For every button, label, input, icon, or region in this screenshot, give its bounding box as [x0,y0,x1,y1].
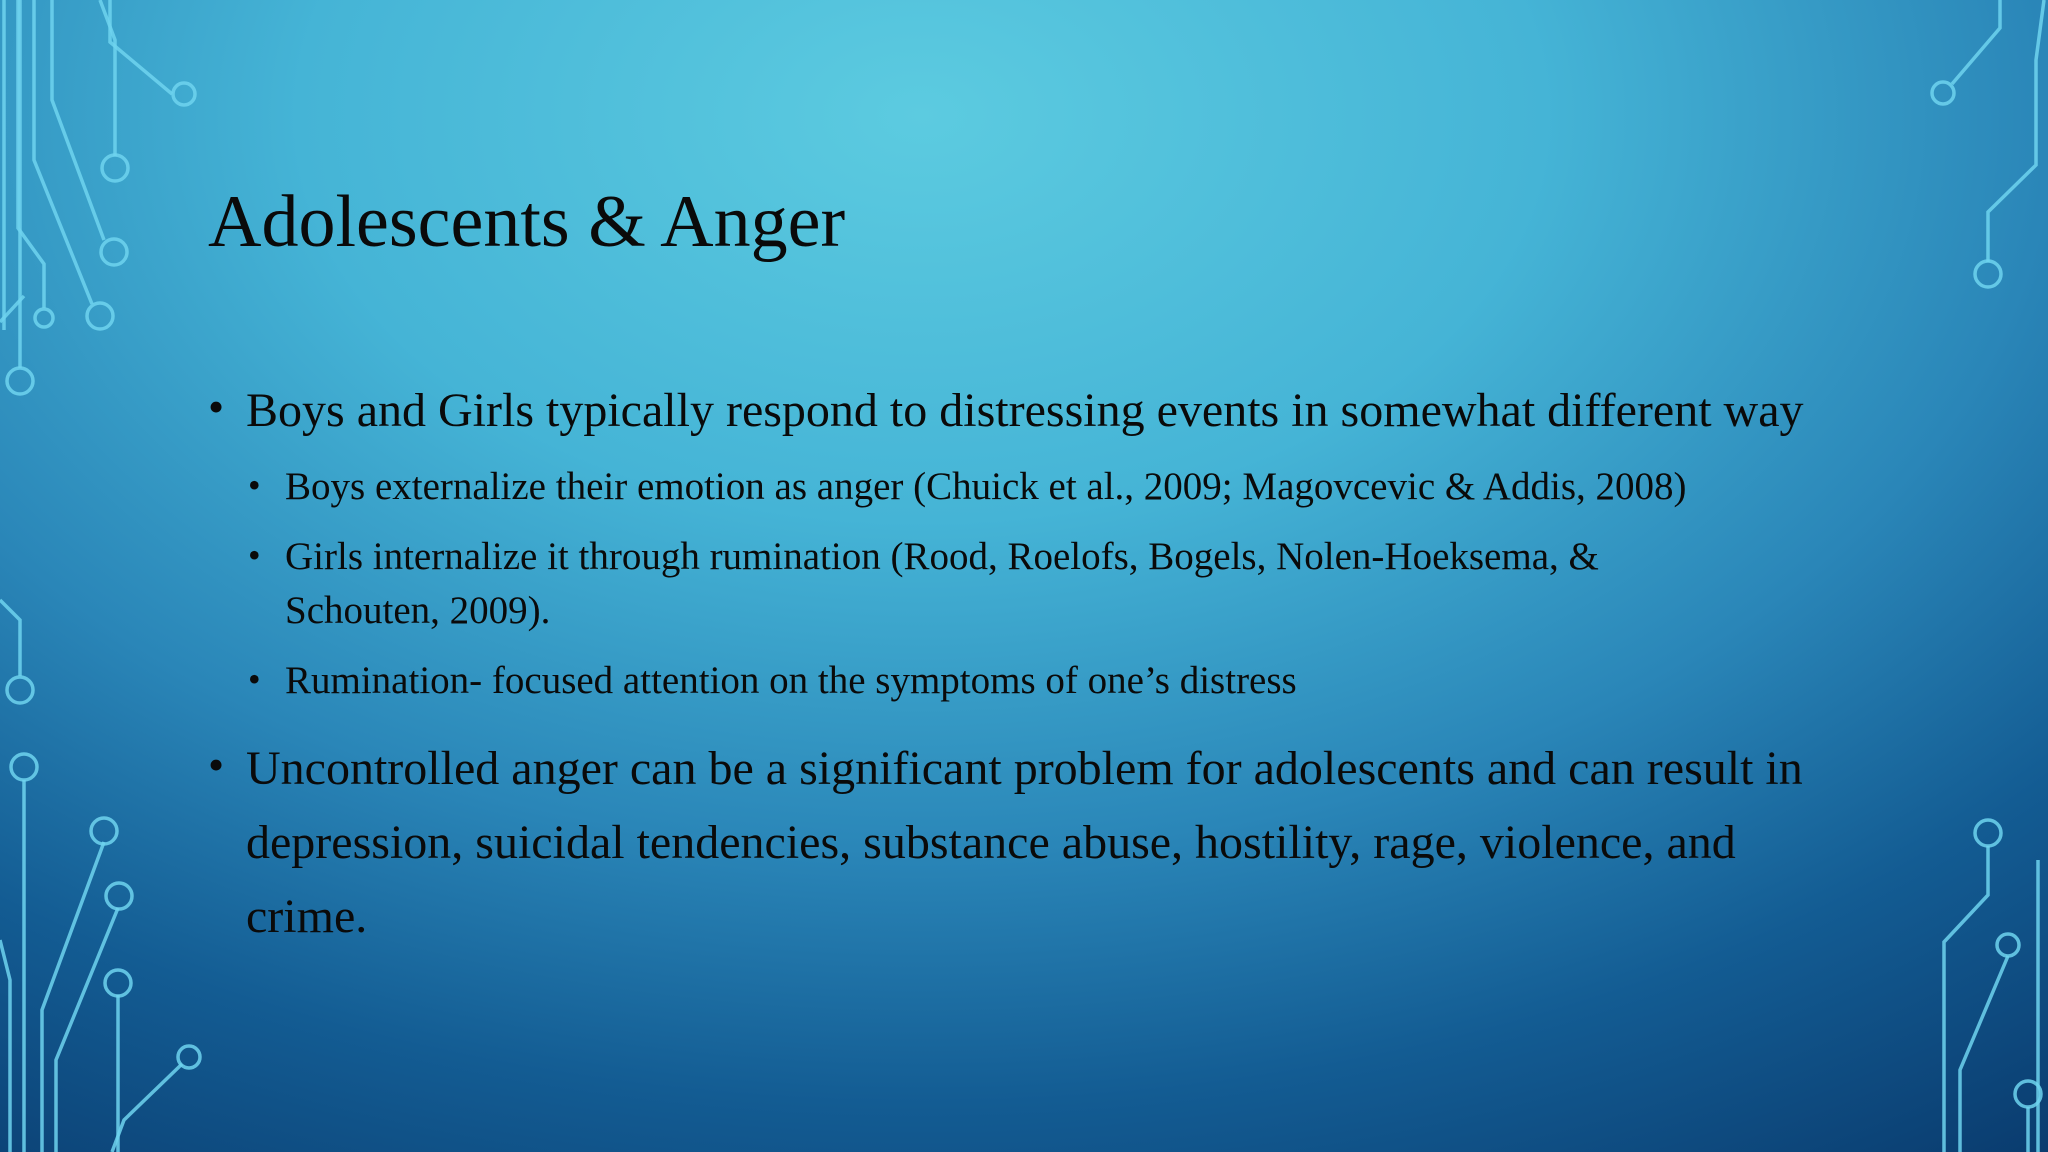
bullet-glyph: • [248,535,261,575]
sub-bullet-item [248,654,1848,708]
slide-title: Adolescents & Anger [208,181,846,263]
bullet-text: Boys and Girls typically respond to distressing events in somewhat different way [246,384,1804,437]
bullet-item [208,378,1848,444]
slide-content [208,378,1848,954]
bullet-glyph: • [208,381,225,432]
sub-bullet-text: Girls internalize it through rumination (Rood, Roelofs, Bogels, Nolen-Hoeksema, & Schouten, 2009). [285,535,1599,632]
sub-bullet-item [248,460,1848,514]
sub-bullet-text: Rumination- focused attention on the symptoms of one’s distress [285,659,1297,702]
bullet-glyph: • [248,465,261,505]
circuit-decoration-right [1868,0,2048,1152]
bullet-text: Uncontrolled anger can be a significant problem for adolescents and can result in depression, suicidal tendencies, substance abuse, hostility, rage, violence, and crime. [246,742,1803,943]
bullet-glyph: • [208,739,225,790]
sub-bullet-item [248,530,1685,638]
circuit-decoration-left [0,0,220,1152]
bullet-glyph: • [248,659,261,699]
sub-bullet-text: Boys externalize their emotion as anger (Chuick et al., 2009; Magovcevic & Addis, 2008) [285,465,1687,508]
bullet-item [208,732,1806,954]
